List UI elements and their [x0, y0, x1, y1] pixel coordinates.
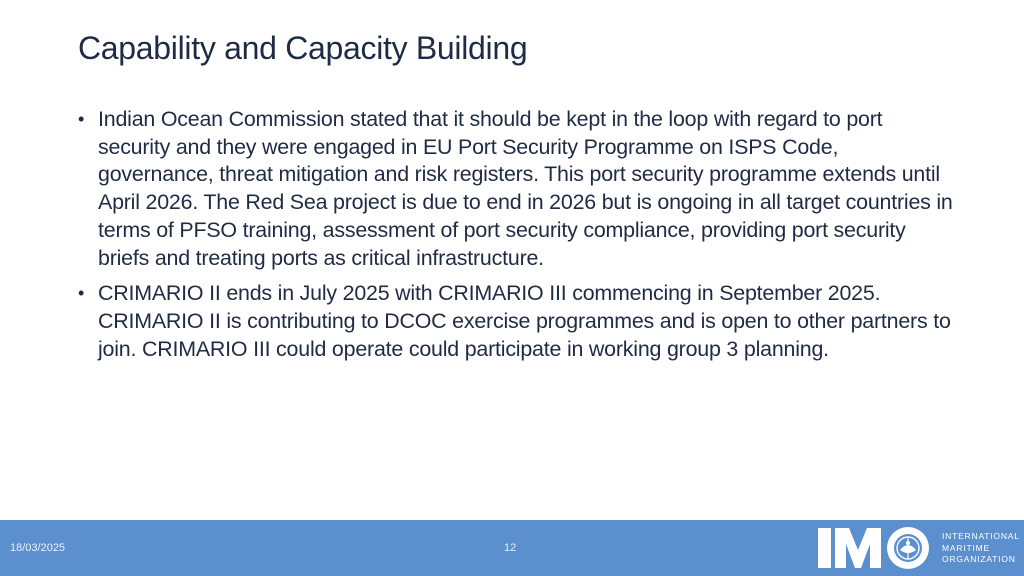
slide-title: Capability and Capacity Building [78, 30, 528, 66]
footer-bar [0, 520, 1024, 576]
bullet-item [78, 106, 958, 272]
bullet-list [78, 106, 958, 371]
bullet-item [78, 280, 958, 363]
imo-logo-icon [816, 526, 938, 570]
logo-text-line: MARITIME [942, 542, 990, 553]
bullet-text: CRIMARIO II ends in July 2025 with CRIMARIO III commencing in September 2025. CRIMARIO II is contributing to DCOC exercise programmes and is open to other partners to join. CRIMARIO III could operate could participate in working group 3 planning. [98, 281, 951, 361]
page-number: 12 [504, 542, 517, 554]
logo-text-line: INTERNATIONAL [942, 531, 1020, 541]
bullet-icon: • [78, 283, 85, 304]
logo-text-line: ORGANIZATION [942, 554, 1016, 564]
footer-date: 18/03/2025 [10, 542, 66, 554]
bullet-text: Indian Ocean Commission stated that it should be kept in the loop with regard to port security and they were engaged in EU Port Security Programme on ISPS Code, governance, threat mitigation and risk registers. This port security programme extends until April 2026. The Red Sea project is due to end in 2026 but is ongoing in all target countries in terms of PFSO training, assessment of port security compliance, providing port security briefs and treating ports as critical infrastructure. [98, 107, 953, 270]
logo-text [942, 531, 1020, 566]
bullet-icon: • [78, 109, 85, 129]
imo-logo [816, 526, 1020, 570]
